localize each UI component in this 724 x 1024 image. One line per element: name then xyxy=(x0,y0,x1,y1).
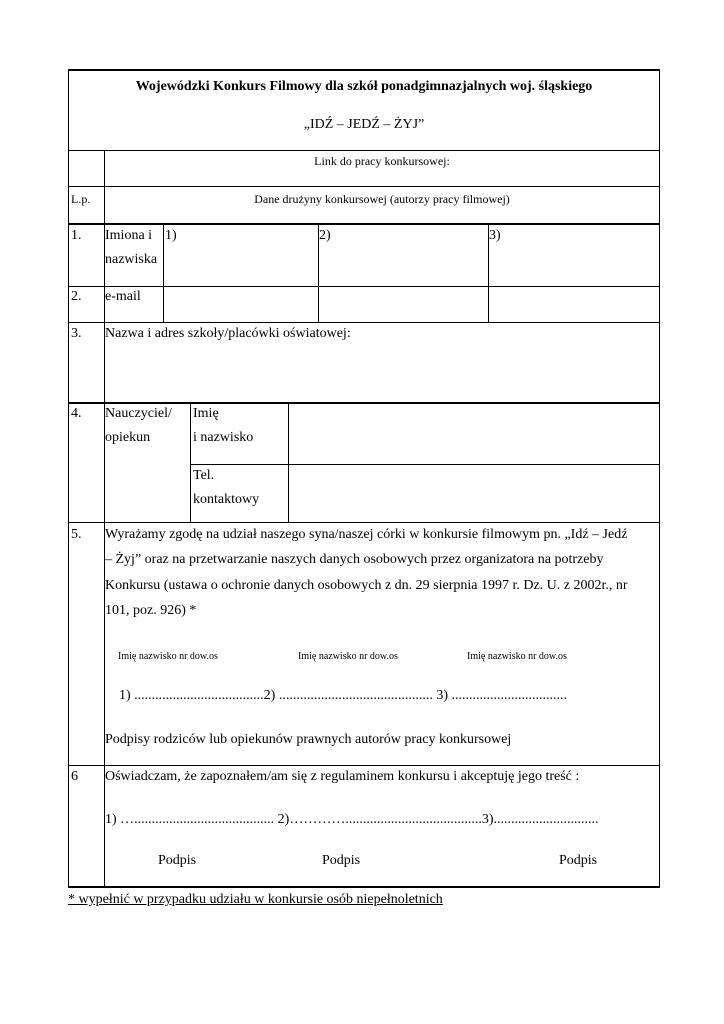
border-h9 xyxy=(68,765,660,766)
consent-text-line2: – Żyj” oraz na przetwarzanie naszych danych osobowych przez organizatora na potrzeby xyxy=(105,552,604,567)
signature-3-caption: Podpis xyxy=(559,853,598,868)
teacher-label-line2: opiekun xyxy=(105,430,151,445)
teacher-label-line1: Nauczyciel/ xyxy=(105,406,172,421)
consent-text-line4: 101, poz. 926) * xyxy=(105,603,197,618)
team-data-header: Dane drużyny konkursowej (autorzy pracy filmowej) xyxy=(254,192,510,206)
row-4-number: 4. xyxy=(71,406,82,421)
border-h4 xyxy=(68,286,660,287)
parent-3-hint: Imię nazwisko nr dow.os xyxy=(467,651,567,662)
border-bottom xyxy=(68,886,660,888)
border-h2 xyxy=(68,186,660,187)
border-v-label-4 xyxy=(190,402,191,522)
lp-header: L.p. xyxy=(71,192,91,206)
row-2-label: e-mail xyxy=(105,289,141,304)
teacher-phone-label-line2: kontaktowy xyxy=(193,492,260,507)
parent-signatures-caption: Podpisy rodziców lub opiekunów prawnych autorów pracy konkursowej xyxy=(105,732,512,747)
border-v-value-4 xyxy=(288,402,289,522)
row-1-number: 1. xyxy=(71,228,82,243)
border-h7 xyxy=(190,464,660,465)
contest-slogan: „IDŹ – JEDŹ – ŻYJ” xyxy=(303,117,425,132)
consent-text-line3: Konkursu (ustawa o ochronie danych osobowych z dn. 29 sierpnia 1997 r. Dz. U. z 2002r., nr xyxy=(105,578,628,593)
signature-1-caption: Podpis xyxy=(158,853,197,868)
rules-statement: Oświadczam, że zapoznałem/am się z regulaminem konkursu i akceptuję jego treść : xyxy=(105,769,580,784)
border-h1 xyxy=(68,150,660,151)
signature-2-caption: Podpis xyxy=(322,853,361,868)
link-label: Link do pracy konkursowej: xyxy=(314,154,450,168)
consent-text-line1: Wyrażamy zgodę na udział naszego syna/naszej córki w konkursie filmowym pn. „Idź – Jedź xyxy=(105,527,628,542)
email-3-field[interactable] xyxy=(490,288,658,321)
school-label: Nazwa i adres szkoły/placówki oświatowej: xyxy=(105,326,351,341)
row-5-number: 5. xyxy=(71,527,82,542)
border-left xyxy=(68,69,69,888)
parent-signature-lines[interactable]: 1) .....................................2) ............................................ 3) ................................. xyxy=(119,688,567,703)
border-v-label-1 xyxy=(163,223,164,322)
author-2-field[interactable]: 2) xyxy=(319,228,331,243)
footnote: * wypełnić w przypadku udziału w konkursie osób niepełnoletnich xyxy=(68,892,443,907)
form-title: Wojewódzki Konkurs Filmowy dla szkół ponadgimnazjalnych woj. śląskiego xyxy=(135,79,593,94)
teacher-name-field[interactable] xyxy=(290,404,658,463)
school-field[interactable] xyxy=(106,345,658,401)
row-6-number: 6 xyxy=(71,769,78,784)
border-h5 xyxy=(68,322,660,323)
parent-1-hint: Imię nazwisko nr dow.os xyxy=(118,651,218,662)
author-1-field[interactable]: 1) xyxy=(165,228,177,243)
author-3-field[interactable]: 3) xyxy=(489,228,501,243)
border-h8 xyxy=(68,522,660,523)
email-1-field[interactable] xyxy=(165,288,317,321)
link-field[interactable] xyxy=(106,170,658,185)
parent-2-hint: Imię nazwisko nr dow.os xyxy=(298,651,398,662)
border-top xyxy=(68,69,660,71)
statement-signature-lines[interactable]: 1) …........................................ 2)………….......................................3).............................. xyxy=(105,812,599,827)
border-right xyxy=(659,69,660,888)
email-2-field[interactable] xyxy=(320,288,487,321)
border-h3 xyxy=(68,223,660,225)
teacher-name-label-line1: Imię xyxy=(193,406,219,421)
row-1-label-line2: nazwiska xyxy=(105,252,158,267)
row-2-number: 2. xyxy=(71,289,82,304)
row-1-label-line1: Imiona i xyxy=(105,228,153,243)
teacher-name-label-line2: i nazwisko xyxy=(193,430,254,445)
row-3-number: 3. xyxy=(71,326,82,341)
teacher-phone-label-line1: Tel. xyxy=(193,468,215,483)
teacher-phone-field[interactable] xyxy=(290,466,658,521)
